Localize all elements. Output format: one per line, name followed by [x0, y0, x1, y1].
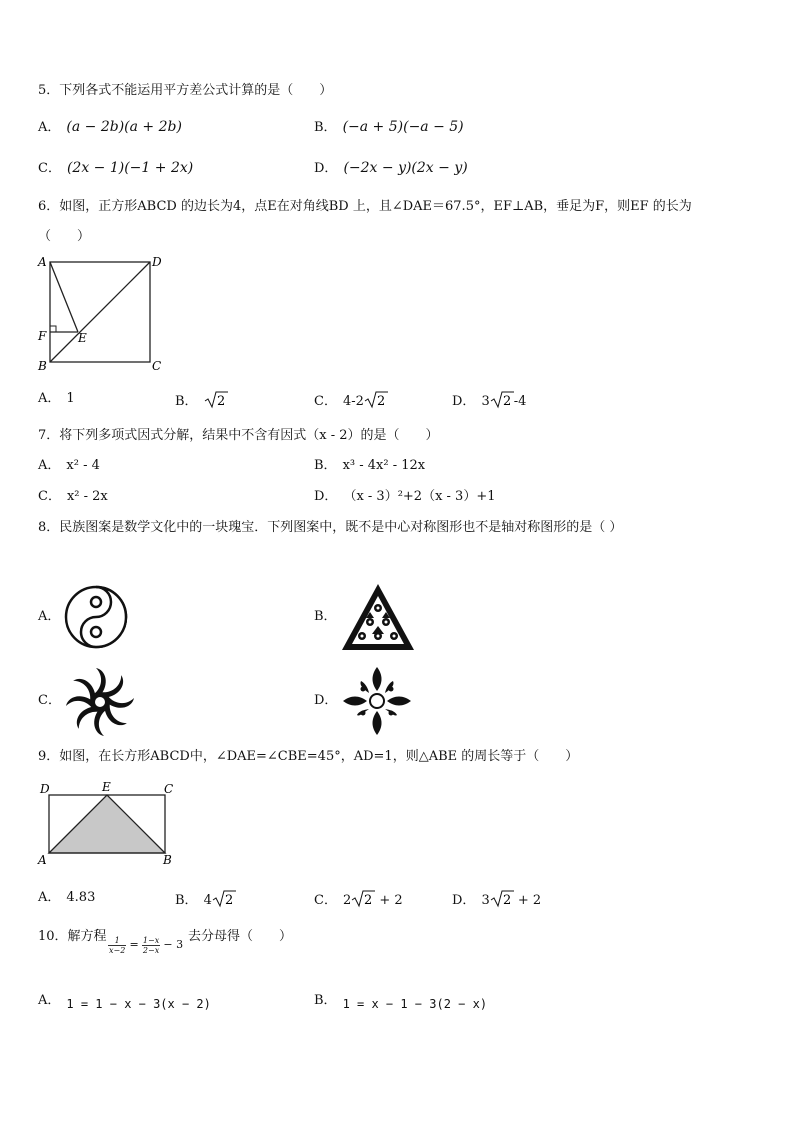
- fraction-denominator: 2−x: [142, 946, 160, 955]
- option-expr: (−a + 5)(−a − 5): [342, 119, 464, 135]
- option-expr: 1 = x − 1 − 3(2 − x): [342, 997, 488, 1011]
- radicand: 2: [224, 893, 234, 908]
- q6-option-a[interactable]: [38, 390, 75, 408]
- label-c: C: [152, 359, 162, 373]
- label-d: D: [152, 255, 162, 269]
- fraction-denominator: x−2: [109, 946, 126, 955]
- radicand: 2: [364, 893, 373, 908]
- option-expr: （x - 3）²+2（x - 3）+1: [343, 489, 496, 504]
- fraction-left: [108, 936, 126, 955]
- option-label: B．: [314, 120, 337, 135]
- option-label: A．: [38, 993, 61, 1008]
- option-suffix: + 2: [513, 893, 542, 908]
- q8-option-c[interactable]: [38, 692, 67, 710]
- right-angle-mark: [50, 326, 56, 332]
- sqrt-icon: [490, 390, 514, 411]
- option-label: B．: [314, 609, 337, 624]
- taiji-icon: [64, 585, 128, 649]
- option-label: D．: [314, 489, 338, 504]
- q9-option-a[interactable]: [38, 889, 95, 907]
- radicand: 2: [502, 394, 511, 409]
- option-value: 4.83: [66, 890, 96, 905]
- q7-option-c[interactable]: [38, 488, 108, 506]
- fraction-numerator: 1−x: [142, 936, 160, 945]
- option-expr: x³ - 4x² - 12x: [342, 458, 426, 473]
- radicand: 2: [376, 394, 386, 409]
- option-expr: (a − 2b)(a + 2b): [66, 119, 182, 135]
- option-label: D．: [452, 893, 476, 908]
- label-e: E: [102, 780, 111, 794]
- q6-option-b[interactable]: [175, 390, 228, 411]
- q5-option-a[interactable]: [38, 118, 182, 137]
- option-suffix: -4: [513, 394, 527, 409]
- q10-equation: [108, 936, 183, 955]
- label-a: A: [38, 255, 47, 269]
- q9-option-c[interactable]: [314, 889, 403, 910]
- q8-option-a[interactable]: [38, 608, 66, 626]
- four-leaf-cross-icon: [340, 664, 414, 738]
- q6-square-figure: [36, 254, 166, 374]
- label-c: C: [164, 782, 174, 796]
- pinwheel-flower-icon: [64, 666, 136, 738]
- option-expr: x² - 4: [66, 458, 100, 473]
- option-label: C．: [314, 394, 337, 409]
- q7-option-d[interactable]: [314, 488, 496, 506]
- option-value: 1: [66, 391, 75, 406]
- sqrt-icon: [212, 889, 236, 910]
- option-label: D．: [452, 394, 476, 409]
- label-a: A: [38, 853, 47, 867]
- triangle-pattern-icon: [340, 582, 416, 652]
- q5-option-d[interactable]: [314, 159, 468, 178]
- label-b: B: [38, 359, 47, 373]
- q7-stem: 7．将下列多项式因式分解，结果中不含有因式（x - 2）的是（ ）: [38, 428, 439, 443]
- q9-option-b[interactable]: [175, 889, 236, 910]
- q10-option-a[interactable]: [38, 992, 211, 1014]
- q9-rectangle-figure: [36, 780, 182, 870]
- label-d: D: [40, 782, 50, 796]
- option-label: A．: [38, 391, 61, 406]
- q8-stem: 8．民族图案是数学文化中的一块瑰宝．下列图案中，既不是中心对称图形也不是轴对称图形的是（ ）: [38, 520, 623, 535]
- option-label: A．: [38, 458, 61, 473]
- q10-stem-suffix: 去分母得（ ）: [188, 929, 293, 944]
- equation-tail: − 3: [163, 938, 184, 951]
- q10-stem-prefix: 10．解方程: [38, 929, 107, 944]
- option-expr: (−2x − y)(2x − y): [343, 160, 468, 176]
- option-label: C．: [38, 489, 61, 504]
- option-expr: x² - 2x: [66, 489, 108, 504]
- sqrt-icon: [204, 390, 228, 411]
- radicand: 2: [502, 893, 511, 908]
- radicand: 2: [216, 394, 225, 409]
- option-label: A．: [38, 120, 61, 135]
- option-prefix: 4: [203, 893, 212, 908]
- option-label: C．: [314, 893, 337, 908]
- q6-option-c[interactable]: [314, 390, 388, 411]
- q6-stem-line2: （ ）: [38, 229, 91, 244]
- label-f: F: [38, 329, 47, 343]
- q5-stem: 5．下列各式不能运用平方差公式计算的是（ ）: [38, 83, 333, 98]
- q8-option-b[interactable]: [314, 608, 343, 626]
- option-label: B．: [314, 458, 337, 473]
- sqrt-icon: [490, 889, 514, 910]
- label-b: B: [163, 853, 172, 867]
- option-label: A．: [38, 609, 61, 624]
- option-prefix: 2: [342, 893, 352, 908]
- option-label: B．: [175, 893, 198, 908]
- label-e: E: [78, 331, 87, 345]
- q9-option-d[interactable]: [452, 889, 541, 910]
- fraction-numerator: 1: [108, 936, 126, 946]
- option-expr: 1 = 1 − x − 3(x − 2): [66, 997, 211, 1011]
- option-label: B．: [175, 394, 198, 409]
- segment-ae: [50, 262, 78, 332]
- option-prefix: 4-2: [342, 394, 364, 409]
- equals-sign: =: [129, 938, 139, 951]
- option-label: D．: [314, 161, 338, 176]
- option-prefix: 3: [481, 893, 490, 908]
- fraction-right: [142, 936, 160, 955]
- sqrt-icon: [364, 390, 388, 411]
- option-label: A．: [38, 890, 61, 905]
- q6-option-d[interactable]: [452, 390, 526, 411]
- option-expr: (2x − 1)(−1 + 2x): [66, 160, 194, 176]
- sqrt-icon: [351, 889, 375, 910]
- option-label: C．: [38, 693, 61, 708]
- q7-option-a[interactable]: [38, 457, 100, 475]
- diagonal-bd: [50, 262, 150, 362]
- q6-stem-line1: 6．如图，正方形ABCD 的边长为4，点E在对角线BD 上，且∠DAE＝67.5°，EF⊥AB，垂足为F，则EF 的长为: [38, 199, 692, 214]
- option-label: D．: [314, 693, 338, 708]
- triangle-abe: [49, 795, 165, 853]
- q10-option-b[interactable]: [314, 992, 487, 1014]
- q5-option-b[interactable]: [314, 118, 464, 137]
- option-suffix: + 2: [375, 893, 403, 908]
- option-label: C．: [38, 161, 61, 176]
- q7-option-b[interactable]: [314, 457, 425, 475]
- option-label: B．: [314, 993, 337, 1008]
- q9-stem: 9．如图，在长方形ABCD中，∠DAE=∠CBE=45°，AD=1，则△ABE 的周长等于（ ）: [38, 749, 579, 764]
- option-prefix: 3: [481, 394, 490, 409]
- q5-option-c[interactable]: [38, 159, 193, 178]
